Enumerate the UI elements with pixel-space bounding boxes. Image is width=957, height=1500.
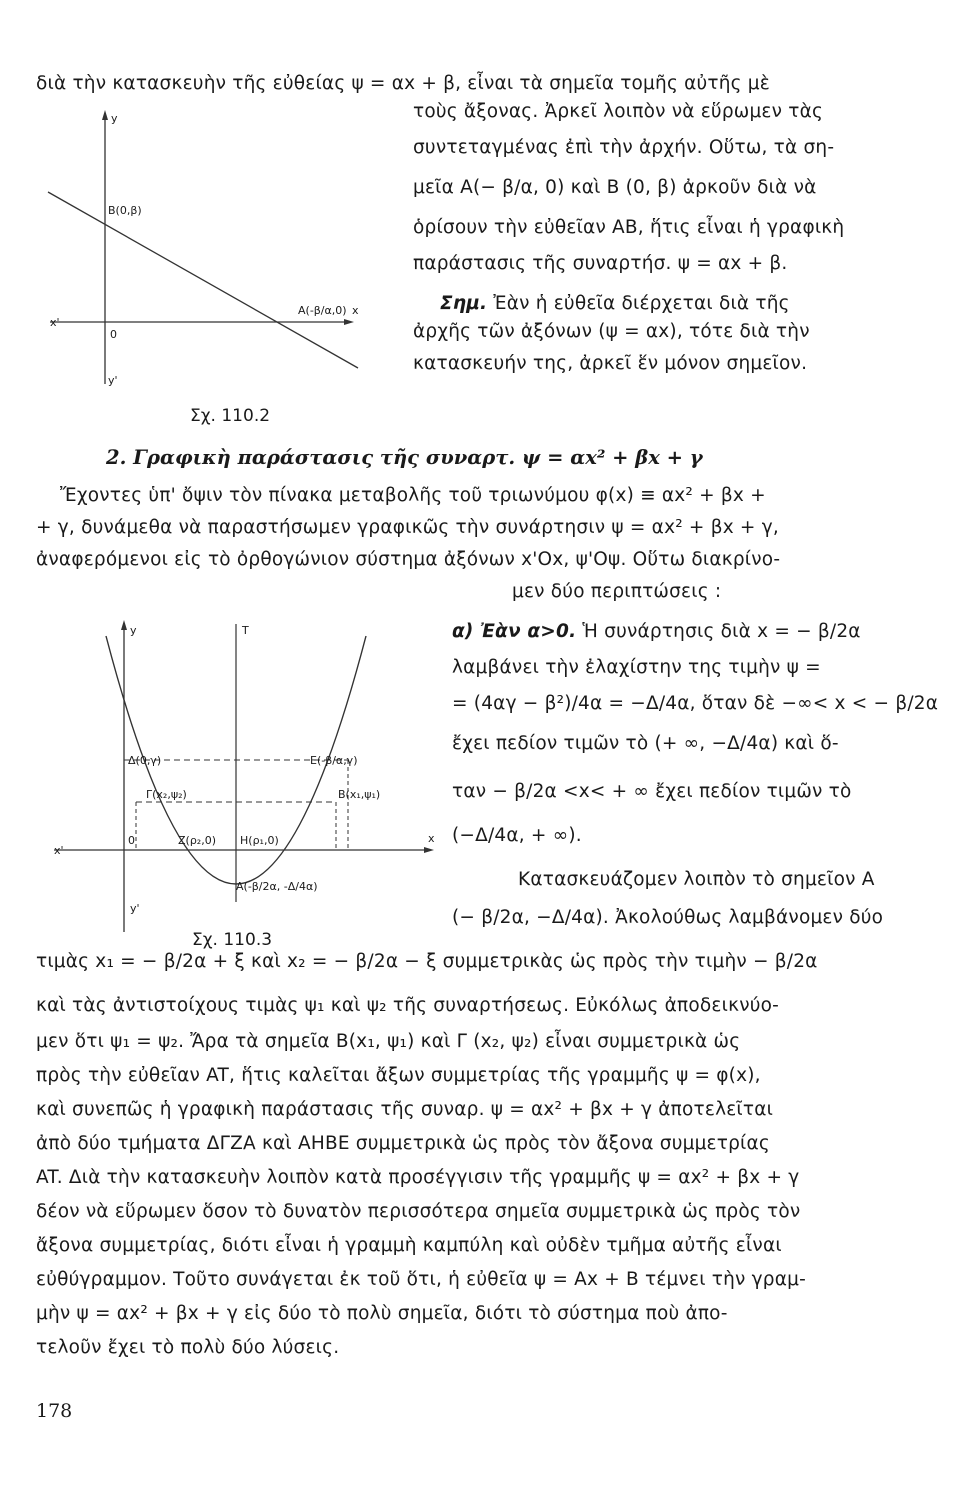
x-axis-arrow [424,847,434,853]
case-text: Ἡ συνάρτησις διὰ x = − β/2α [582,621,861,642]
text-line: κατασκευήν της, ἀρκεῖ ἕν μόνον σημεῖον. [413,353,808,374]
x-axis-arrow [344,319,354,325]
label-y-neg: y' [108,374,118,387]
label-origin: 0 [110,328,117,341]
text-line: μεν ὅτι ψ₁ = ψ₂. Ἄρα τὰ σημεῖα B(x₁, ψ₁) καὶ Γ (x₂, ψ₂) εἶναι συμμετρικὰ ὡς [36,1031,741,1052]
text-line: ἀπὸ δύο τμήματα ΔΓΖΑ καὶ AHBE συμμετρικὰ ὡς πρὸς τὸν ἄξονα συμμετρίας [36,1133,770,1154]
figure-parabola [40,612,440,942]
figure-caption: Σχ. 110.2 [190,406,271,426]
label-origin: 0 [128,834,135,847]
label-y-neg: y' [130,902,140,915]
text-line: πρὸς τὴν εὐθεῖαν AT, ἥτις καλεῖται ἄξων συμμετρίας τῆς γραμμῆς ψ = φ(x), [36,1065,761,1086]
label-x: x [352,304,359,317]
y-axis-arrow [121,620,127,630]
text-line: καὶ τὰς ἀντιστοίχους τιμὰς ψ₁ καὶ ψ₂ τῆς συναρτήσεως. Εὐκόλως ἀποδεικνύο- [36,995,780,1016]
label-b: B(0,β) [108,204,142,217]
note-line [440,292,790,316]
label-a: A(-β/α,0) [298,304,347,317]
label-a: A(-β/2α, -Δ/4α) [236,880,318,893]
text-line: = (4αγ − β²)/4α = −Δ/4α, ὅταν δὲ −∞< x < − β/2α [452,693,939,714]
label-x: x [428,832,435,845]
text-line: καὶ συνεπῶς ἡ γραφικὴ παράστασις τῆς συναρ. ψ = αx² + βx + γ ἀποτελεῖται [36,1099,774,1120]
text-line: Κατασκευάζομεν λοιπὸν τὸ σημεῖον A [518,869,875,890]
text-line: AT. Διὰ τὴν κατασκευὴν λοιπὸν κατὰ προσέγγισιν τῆς γραμμῆς ψ = αx² + βx + γ [36,1167,800,1188]
text-line: ὁρίσουν τὴν εὐθεῖαν AB, ἥτις εἶναι ἡ γραφικὴ [413,217,845,238]
text-line: παράστασις τῆς συναρτήσ. ψ = αx + β. [413,253,788,274]
text-line: λαμβάνει τὴν ἐλαχίστην της τιμὴν ψ = [452,657,821,678]
y-axis-arrow [102,110,108,120]
text-line: (−Δ/4α, + ∞). [452,825,582,846]
text-line: + γ, δυνάμεθα νὰ παραστήσωμεν γραφικῶς τὴν συνάρτησιν ψ = αx² + βx + γ, [36,517,779,538]
case-a-head: α) Ἐὰν α>0. [452,621,577,642]
label-y: y [130,624,137,637]
label-delta: Δ(0,γ) [128,754,162,767]
text-line: τελοῦν ἔχει τὸ πολὺ δύο λύσεις. [36,1337,340,1358]
label-b: B(x₁,ψ₁) [338,788,381,801]
label-x-neg: x' [50,316,60,329]
text-line: ἔχει πεδίον τιμῶν τὸ (+ ∞, −Δ/4α) καὶ ὅ- [452,733,839,754]
text-line: μεν δύο περιπτώσεις : [512,581,722,602]
text-line: Ἔχοντες ὑπ' ὄψιν τὸν πίνακα μεταβολῆς τοῦ τριωνύμου φ(x) ≡ αx² + βx + [60,485,766,506]
note-text: Ἐὰν ἡ εὐθεῖα διέρχεται διὰ τῆς [493,293,790,314]
label-e: E(-β/α,γ) [310,754,358,767]
section-title: 2. Γραφικὴ παράστασις τῆς συναρτ. ψ = αx² + βx + γ [106,446,703,469]
label-h: H(ρ₁,0) [240,834,279,847]
text-line: εὐθύγραμμον. Τοῦτο συνάγεται ἐκ τοῦ ὅτι, ἡ εὐθεῖα ψ = Ax + B τέμνει τὴν γραμ- [36,1269,806,1290]
text-line: διὰ τὴν κατασκευὴν τῆς εὐθείας ψ = αx + β, εἶναι τὰ σημεῖα τομῆς αὐτῆς μὲ [36,73,770,94]
page-number: 178 [36,1400,73,1422]
text-line: μεῖα A(− β/α, 0) καὶ B (0, β) ἀρκοῦν διὰ νὰ [413,177,817,198]
text-line: δέον νὰ εὕρωμεν ὅσον τὸ δυνατὸν περισσότερα σημεῖα συμμετρικὰ ὡς πρὸς τὸν [36,1201,801,1222]
label-gamma: Γ(x₂,ψ₂) [146,788,187,801]
text-line: τοὺς ἄξονας. Ἀρκεῖ λοιπὸν νὰ εὕρωμεν τὰς [413,101,824,122]
label-y: y [111,112,118,125]
case-line [452,620,861,644]
text-line: τιμὰς x₁ = − β/2α + ξ καὶ x₂ = − β/2α − ξ συμμετρικὰς ὡς πρὸς τὴν τιμὴν − β/2α [36,951,818,972]
text-line: ἀρχῆς τῶν ἀξόνων (ψ = αx), τότε διὰ τὴν [413,321,810,342]
line-ab [48,192,358,368]
label-t: T [242,624,249,637]
text-line: ἄξονα συμμετρίας, διότι εἶναι ἡ γραμμὴ καμπύλη καὶ οὐδὲν τμῆμα αὐτῆς εἶναι [36,1235,782,1256]
figure-line-graph [40,104,370,404]
text-line: (− β/2α, −Δ/4α). Ἀκολούθως λαμβάνομεν δύο [452,907,884,928]
text-line: συντεταγμένας ἐπὶ τὴν ἀρχήν. Οὕτω, τὰ ση- [413,137,835,158]
figure-caption: Σχ. 110.3 [192,930,273,950]
text-line: ἀναφερόμενοι εἰς τὸ ὀρθογώνιον σύστημα ἀξόνων x'Ox, ψ'Oψ. Οὕτω διακρίνο- [36,549,781,570]
label-z: Z(ρ₂,0) [178,834,217,847]
text-line: ταν − β/2α <x< + ∞ ἔχει πεδίον τιμῶν τὸ [452,781,852,802]
text-line: μὴν ψ = αx² + βx + γ εἰς δύο τὸ πολὺ σημεῖα, διότι τὸ σύστημα ποὺ ἀπο- [36,1303,728,1324]
label-x-neg: x' [54,844,64,857]
note-head: Σημ. [440,293,488,314]
